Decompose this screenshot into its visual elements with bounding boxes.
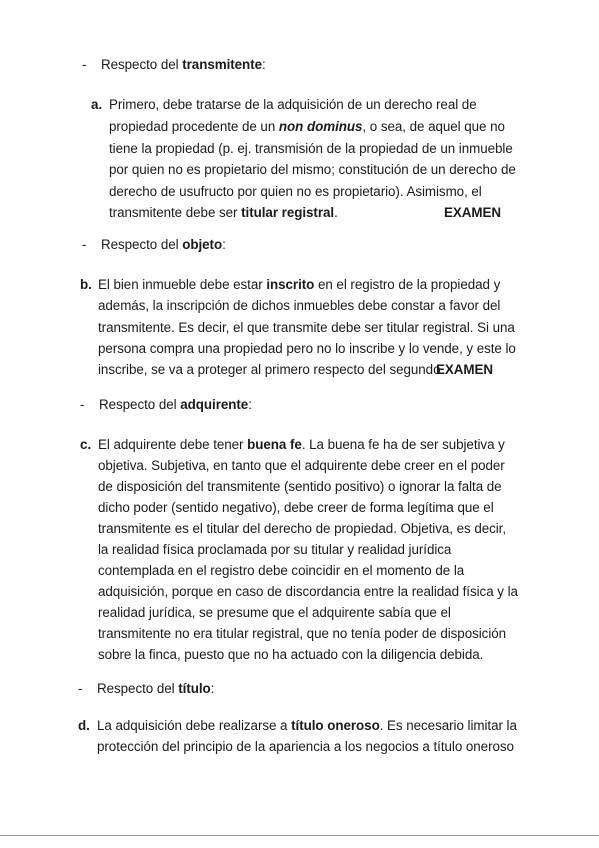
paragraph-line: por quien no es propietario del mismo; constitución de un derecho de: [109, 162, 516, 177]
paragraph-line: La adquisición debe realizarse a título oneroso. Es necesario limitar la: [97, 718, 517, 733]
exam-tag: EXAMEN: [444, 205, 501, 220]
paragraph-line: contemplada en el registro debe coincidir en el momento de la: [98, 563, 465, 578]
paragraph-line: transmitente. Es decir, el que transmite debe ser titular registral. Si una: [98, 320, 515, 335]
section-heading-transmitente: Respecto del transmitente:: [101, 57, 266, 72]
exam-tag: EXAMEN: [436, 362, 493, 377]
paragraph-line: transmitente es el titular del derecho de propiedad. Objetiva, es decir,: [98, 521, 507, 536]
item-marker-d: d.: [78, 718, 90, 733]
section-heading-titulo: Respecto del título:: [97, 681, 215, 696]
item-marker-b: b.: [80, 277, 92, 292]
section-heading-adquirente: Respecto del adquirente:: [99, 397, 252, 412]
section-heading-objeto: Respecto del objeto:: [101, 237, 226, 252]
paragraph-line: dicho poder (sentido negativo), debe creer de forma legítima que el: [98, 500, 494, 515]
page-bottom-rule: [0, 835, 599, 836]
paragraph-line: inscribe, se va a proteger al primero respecto del segundo.: [98, 362, 445, 377]
section-dash: -: [82, 237, 87, 252]
section-dash: -: [80, 397, 85, 412]
paragraph-line: derecho de usufructo por quien no es propietario). Asimismo, el: [109, 184, 482, 199]
paragraph-line: la realidad física proclamada por su titular y realidad jurídica: [98, 542, 452, 557]
paragraph-line: realidad jurídica, se presume que el adquirente sabía que el: [98, 605, 451, 620]
item-marker-c: c.: [80, 437, 92, 452]
paragraph-line: de disposición del transmitente (sentido positivo) o ignorar la falta de: [98, 479, 502, 494]
paragraph-line: sobre la finca, puesto que no ha actuado con la diligencia debida.: [98, 647, 484, 662]
paragraph-line: El bien inmueble debe estar inscrito en el registro de la propiedad y: [98, 277, 501, 292]
paragraph-line: adquisición, porque en caso de discordancia entre la realidad física y la: [98, 584, 518, 599]
paragraph-line: persona compra una propiedad pero no lo inscribe y lo vende, y este lo: [98, 341, 516, 356]
paragraph-line: transmitente debe ser titular registral.: [109, 205, 338, 220]
paragraph-line: propiedad procedente de un non dominus, o sea, de aquel que no: [109, 119, 505, 134]
paragraph-line: transmitente no era titular registral, que no tenía poder de disposición: [98, 626, 507, 641]
section-dash: -: [78, 681, 83, 696]
paragraph-line: objetiva. Subjetiva, en tanto que el adquirente debe creer en el poder: [98, 458, 505, 473]
item-marker-a: a.: [91, 97, 103, 112]
section-dash: -: [82, 57, 87, 72]
paragraph-line: El adquirente debe tener buena fe. La buena fe ha de ser subjetiva y: [98, 437, 505, 452]
paragraph-line: además, la inscripción de dichos inmuebles debe constar a favor del: [98, 298, 501, 313]
paragraph-line: protección del principio de la apariencia a los negocios a título oneroso: [97, 739, 514, 754]
paragraph-line: tiene la propiedad (p. ej. transmisión de la propiedad de un inmueble: [109, 141, 513, 156]
paragraph-line: Primero, debe tratarse de la adquisición de un derecho real de: [109, 97, 477, 112]
